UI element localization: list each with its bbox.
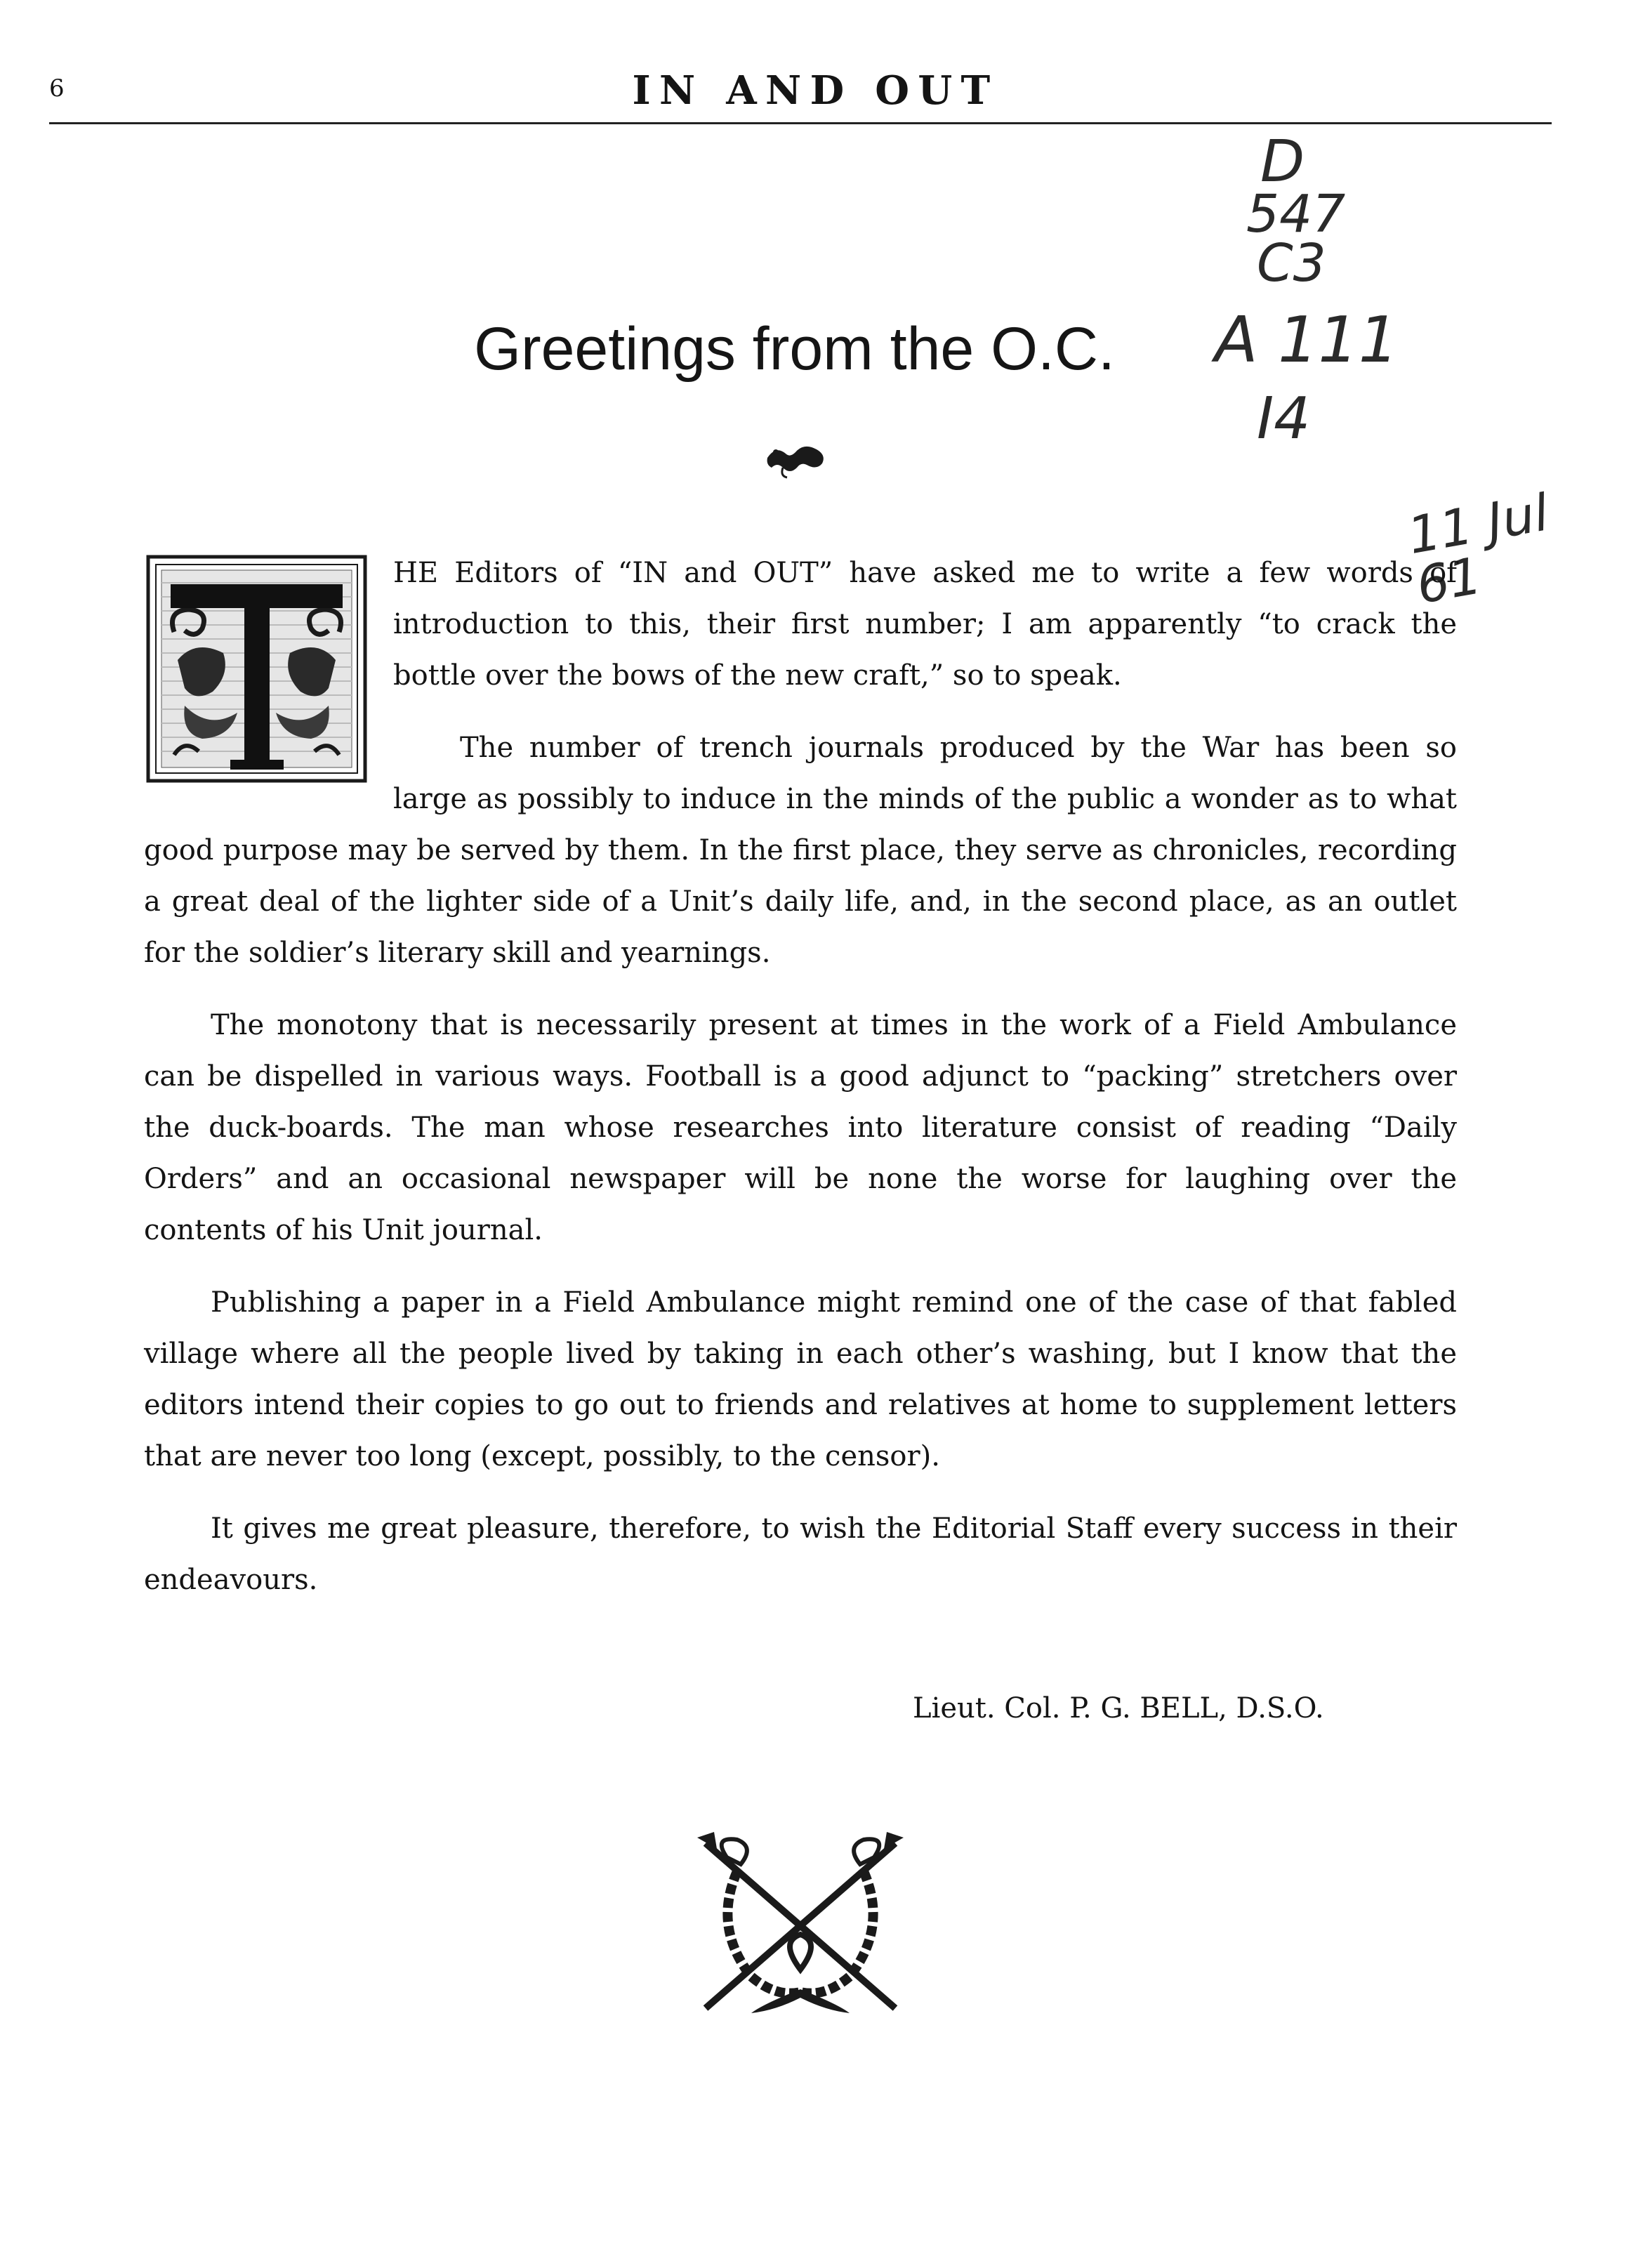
fleuron-ornament	[762, 437, 832, 479]
running-title: IN AND OUT	[632, 67, 999, 114]
drop-cap-space	[144, 548, 393, 797]
article-title: Greetings from the O.C.	[474, 315, 1115, 383]
call-number-line: I4	[1257, 385, 1311, 452]
article-paragraph: The number of trench journals produced by the War has been so large as possibly to induce in the minds of the public a wonder as to what good purpose may be served by them. In the first place, they serve as chronicles, recording a great deal of the lighter side of a Unit’s daily life, and, in the second place, as an outlet for the soldier’s literary skill and yearnings.	[144, 732, 1457, 969]
call-number-line: C3	[1257, 233, 1326, 294]
handwritten-date: 11 Jul 61	[1403, 482, 1553, 615]
article-paragraph: It gives me great pleasure, therefore, to wish the Editorial Staff every success in their endeavours.	[144, 1512, 1457, 1596]
article-body	[144, 548, 1457, 1627]
signature: Lieut. Col. P. G. BELL, D.S.O.	[913, 1692, 1324, 1725]
article-paragraph: The monotony that is necessarily present at times in the work of a Field Ambulance can be dispelled in various ways. Football is a good adjunct to “packing” stretchers over the duck-boards. The man whose researches into literature consist of reading “Daily Orders” and an occasional newspaper will be none the worse for laughing over the contents of his Unit journal.	[144, 1009, 1457, 1246]
crossed-torches-wreath-ornament	[685, 1829, 916, 2019]
page-number: 6	[49, 74, 65, 103]
call-number-line: D	[1260, 128, 1305, 195]
article-paragraph: Publishing a paper in a Field Ambulance might remind one of the case of that fabled village where all the people lived by taking in each other’s washing, but I know that the editors intend their copies to go out to friends and relatives at home to supplement letters that are never too long (except, possibly, to the censor).	[144, 1286, 1457, 1472]
call-number-line: 547	[1246, 184, 1346, 244]
header-rule	[49, 122, 1552, 124]
call-number-line: A 111	[1215, 303, 1399, 377]
article-paragraph: HE Editors of “IN and OUT” have asked me to write a few words of introduction to this, their first number; I am apparently “to crack the bottle over the bows of the new craft,” so to speak.	[393, 557, 1457, 692]
